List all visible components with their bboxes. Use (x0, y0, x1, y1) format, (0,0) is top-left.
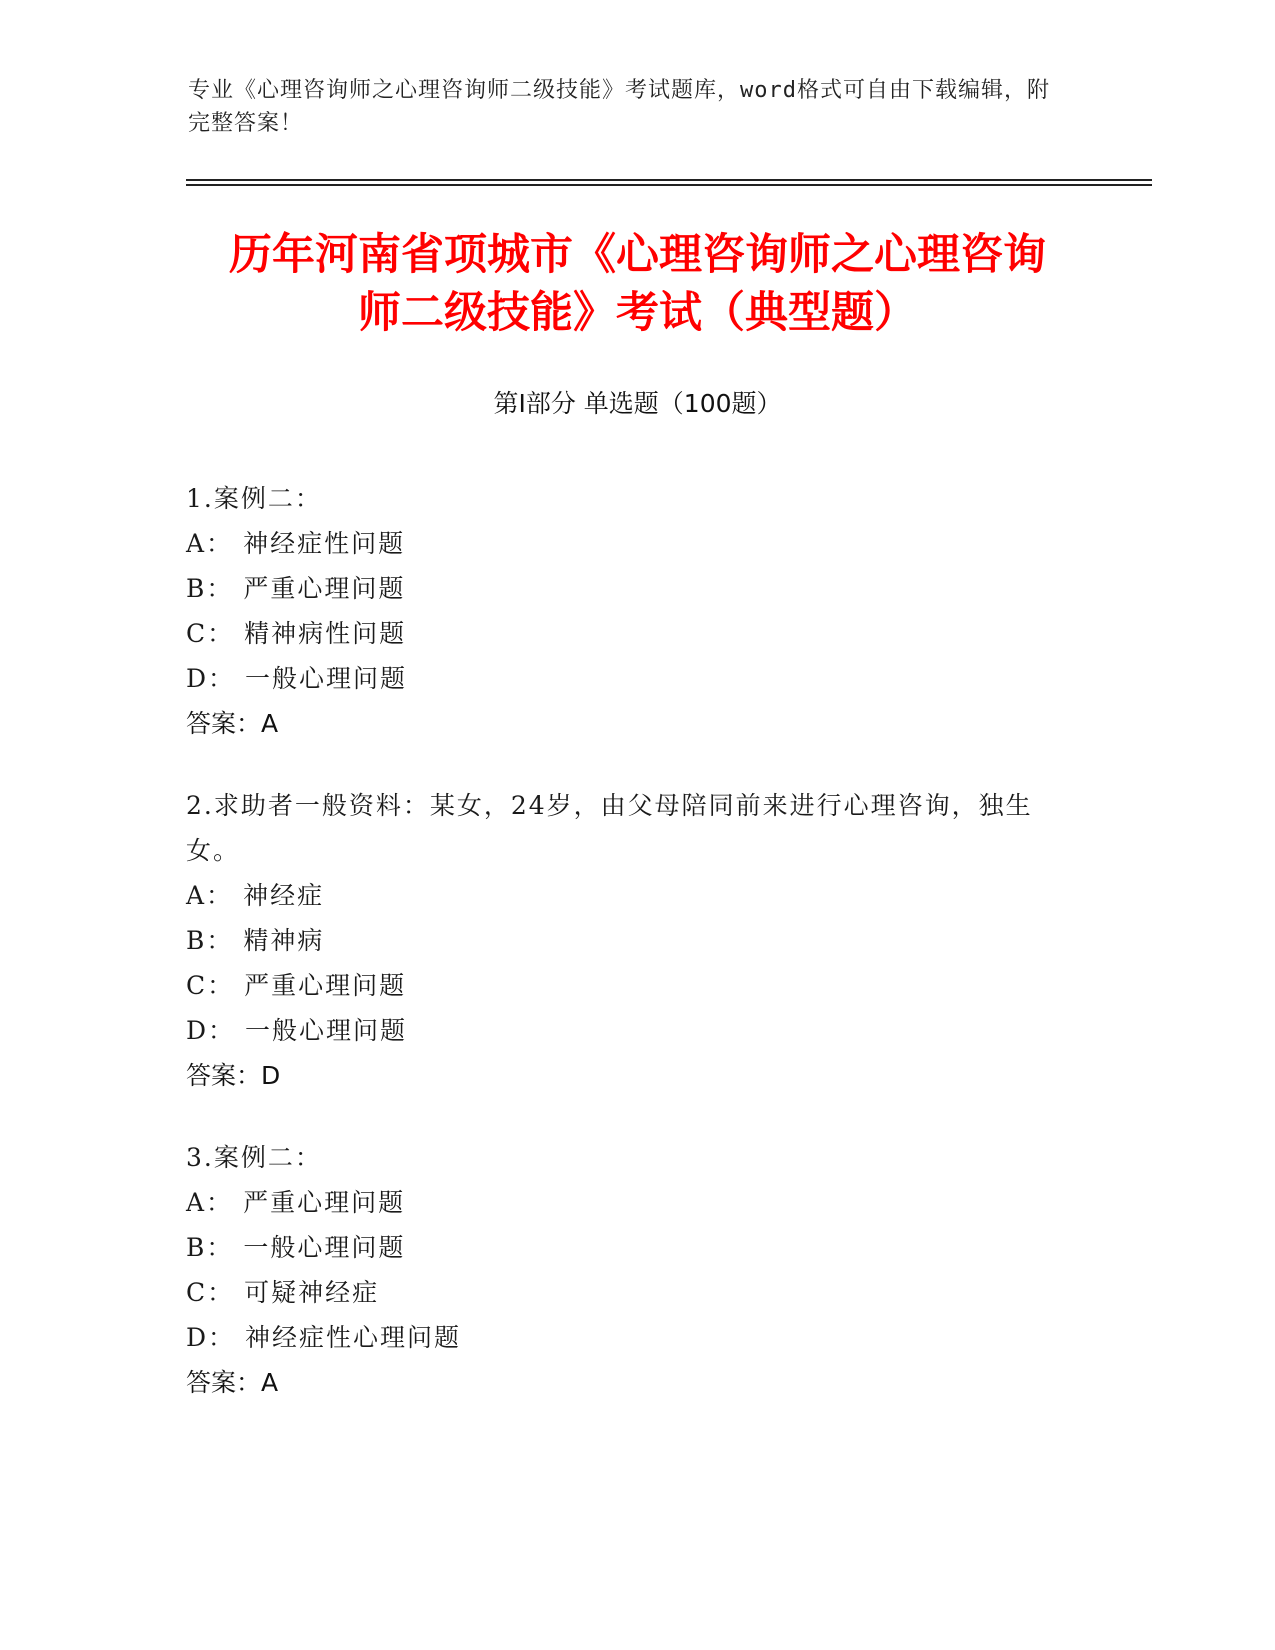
option-b (186, 918, 1066, 963)
option-c (186, 1270, 1066, 1315)
option-text: 一般心理问题 (245, 664, 408, 693)
option-d (186, 1008, 1066, 1053)
document-title-line-1: 历年河南省项城市《心理咨询师之心理咨询 (229, 230, 1046, 280)
option-key: B： (186, 1233, 234, 1262)
header-rule-top (186, 179, 1152, 181)
option-c (186, 963, 1066, 1008)
option-key: A： (186, 881, 234, 910)
option-a (186, 873, 1066, 918)
answer-line: 答案：A (186, 1368, 279, 1397)
option-text: 严重心理问题 (244, 971, 407, 1000)
document-title-line-2: 师二级技能》考试（典型题） (358, 288, 917, 338)
option-a (186, 521, 1066, 566)
option-text: 一般心理问题 (243, 1233, 406, 1262)
option-key: B： (186, 574, 234, 603)
option-text: 神经症性问题 (243, 529, 406, 558)
option-text: 精神病 (243, 926, 325, 955)
question-stem: 1.案例二： (186, 484, 322, 513)
option-key: D： (186, 1016, 236, 1045)
question-stem: 2.求助者一般资料：某女，24岁，由父母陪同前来进行心理咨询，独生女。 (186, 791, 1033, 865)
option-text: 可疑神经症 (244, 1278, 380, 1307)
option-key: B： (186, 926, 234, 955)
question-list (186, 476, 1066, 1442)
option-key: C： (186, 1278, 235, 1307)
option-b (186, 1225, 1066, 1270)
section-heading: 第Ⅰ部分 单选题（100题） (493, 389, 782, 418)
option-d (186, 1315, 1066, 1360)
header-note: 专业《心理咨询师之心理咨询师二级技能》考试题库，word格式可自由下载编辑，附完整答案！ (188, 78, 1050, 136)
header-rule-bottom (186, 184, 1152, 186)
question-2 (186, 783, 1066, 1098)
option-text: 神经症 (243, 881, 325, 910)
option-key: D： (186, 1323, 236, 1352)
option-key: A： (186, 529, 234, 558)
option-d (186, 656, 1066, 701)
option-b (186, 566, 1066, 611)
document-title (0, 226, 1275, 342)
answer-line: 答案：A (186, 709, 279, 738)
option-c (186, 611, 1066, 656)
option-text: 严重心理问题 (243, 574, 406, 603)
option-text: 一般心理问题 (245, 1016, 408, 1045)
question-1 (186, 476, 1066, 746)
option-text: 神经症性心理问题 (245, 1323, 462, 1352)
option-key: C： (186, 619, 235, 648)
option-text: 严重心理问题 (243, 1188, 406, 1217)
option-a (186, 1180, 1066, 1225)
option-key: C： (186, 971, 235, 1000)
question-stem: 3.案例二： (186, 1143, 322, 1172)
option-key: A： (186, 1188, 234, 1217)
option-key: D： (186, 664, 236, 693)
answer-line: 答案：D (186, 1061, 281, 1090)
question-3 (186, 1135, 1066, 1405)
option-text: 精神病性问题 (244, 619, 407, 648)
